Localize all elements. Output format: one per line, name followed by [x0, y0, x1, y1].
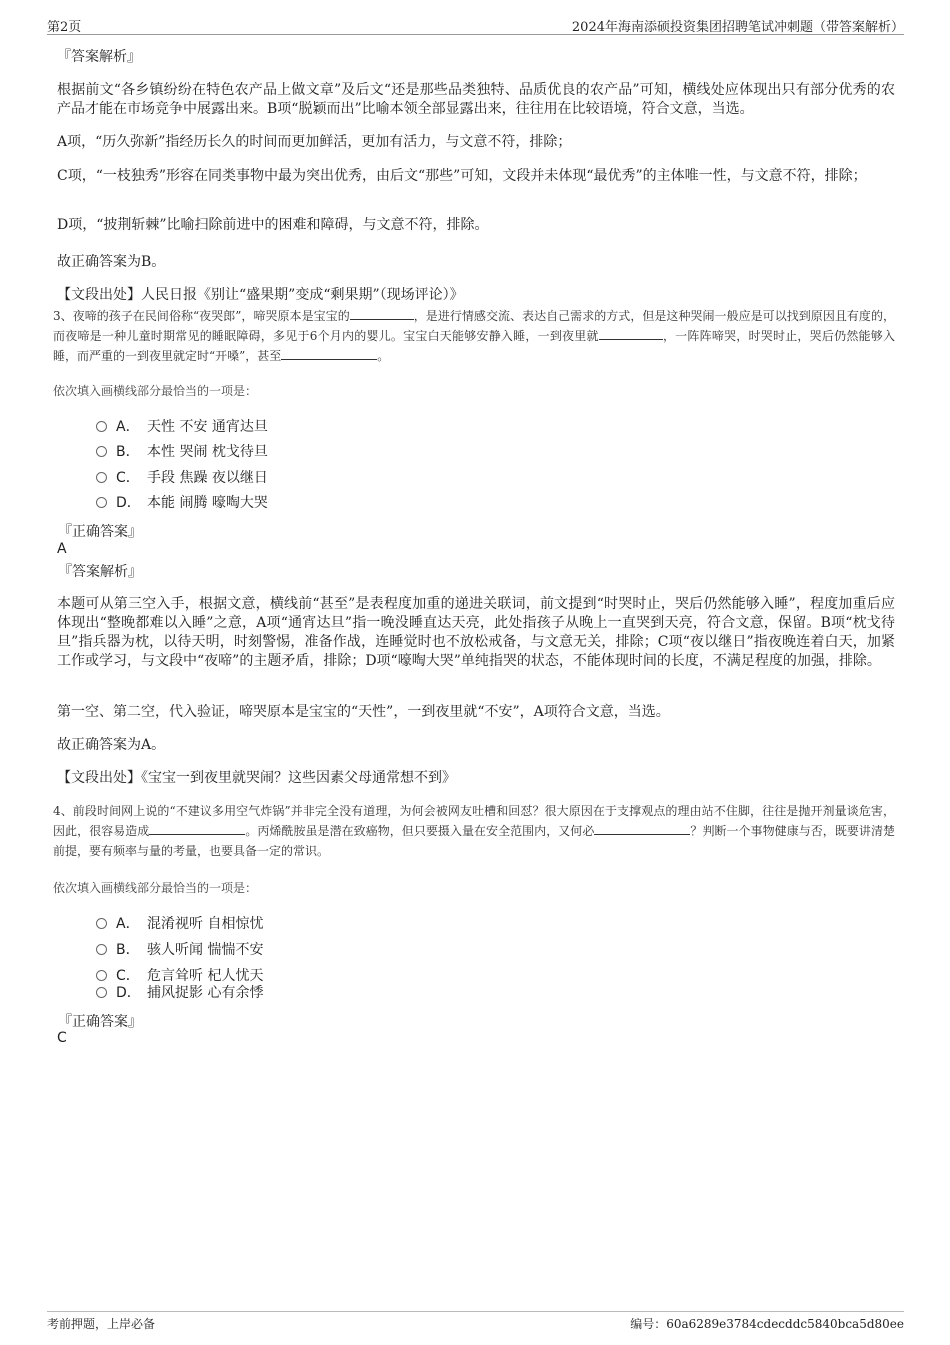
question-4-prompt: 依次填入画横线部分最恰当的一项是：: [53, 881, 258, 895]
prev-analysis-para3: C项，“一枝独秀”形容在同类事物中最为突出优秀，由后文“那些”可知，文段并未体现“最优秀”的主体唯一性，与文意不符，排除；: [57, 168, 867, 184]
page-number: 第2页: [47, 20, 82, 35]
question-3-prompt: 依次填入画横线部分最恰当的一项是：: [53, 384, 258, 398]
blank-1: [149, 822, 245, 835]
q4-option-a[interactable]: A． 混淆视听 自相惊忧: [96, 915, 263, 933]
q3-source: 【文段出处】《宝宝一到夜里就哭闹？这些因素父母通常想不到》: [57, 770, 456, 786]
document-id: 编号：60a6289e3784cdecddc5840bca5d80ee: [630, 1317, 904, 1331]
blank-2: [599, 327, 663, 340]
blank-2: [594, 822, 690, 835]
prev-analysis-para2: A项，“历久弥新”指经历长久的时间而更加鲜活，更加有活力，与文意不符，排除；: [57, 134, 572, 150]
q4-answer-label: 『正确答案』: [58, 1014, 142, 1030]
q4-answer: C: [57, 1030, 67, 1046]
radio-icon[interactable]: [96, 918, 107, 929]
prev-source: 【文段出处】人民日报《别让“盛果期”变成“剩果期”（现场评论）》: [57, 287, 464, 303]
q4-option-d[interactable]: D． 捕风捉影 心有余悸: [96, 984, 263, 1002]
radio-icon[interactable]: [96, 497, 107, 508]
prev-conclusion: 故正确答案为B。: [57, 254, 166, 270]
radio-icon[interactable]: [96, 472, 107, 483]
q3-option-a[interactable]: A． 天性 不安 通宵达旦: [96, 418, 268, 436]
q3-option-b[interactable]: B． 本性 哭闹 枕戈待旦: [96, 443, 268, 461]
q3-option-c[interactable]: C． 手段 焦躁 夜以继日: [96, 469, 268, 487]
q3-answer: A: [57, 541, 67, 557]
q4-option-b[interactable]: B． 骇人听闻 惴惴不安: [96, 941, 263, 959]
q3-analysis-para1: 本题可从第三空入手，根据文意，横线前“甚至”是表程度加重的递进关联词，前文提到“时哭时止，哭后仍然能够入睡”，程度加重后应体现出“整晚都难以入睡”之意，A项“通宵达旦”指一晚没睡直达天亮，此处指孩子从晚上一直哭到天亮，符合文意，保留。B项“枕戈待旦”指兵器为枕，以待天明，时刻警惕，准备作战，连睡觉时也不放松戒备，与文意无关，排除；C项“夜以继日”指夜晚连着白天，加紧工作或学习，与文段中“夜啼”的主题矛盾，排除；D项“嚎啕大哭”单纯指哭的状态，不能体现时间的长度，不满足程度的加强，排除。: [57, 596, 895, 669]
blank-3: [281, 347, 377, 360]
radio-icon[interactable]: [96, 987, 107, 998]
q3-analysis-label: 『答案解析』: [58, 564, 142, 580]
blank-1: [350, 307, 414, 320]
q4-option-c[interactable]: C． 危言耸听 杞人忧天: [96, 967, 263, 985]
question-3-text: 3、夜啼的孩子在民间俗称“夜哭郎”，啼哭原本是宝宝的 ，是进行情感交流、表达自己需求的方式，但是这种哭闹一般应是可以找到原因且有度的，而夜啼是一种儿童时期常见的睡眠障碍，多见于6个月内的婴儿。宝宝白天能够安静入睡，一到夜里就 ，一阵阵啼哭，时哭时止，哭后仍然能够入睡，而严重的一到夜里就定时“开嗓”，甚至 。: [53, 309, 895, 363]
prev-analysis-label: 『答案解析』: [57, 49, 141, 65]
page-footer: [47, 1311, 904, 1332]
prev-analysis-para4: D项，“披荆斩棘”比喻扫除前进中的困难和障碍，与文意不符，排除。: [57, 217, 489, 233]
document-title: 2024年海南添硕投资集团招聘笔试冲刺题（带答案解析）: [571, 20, 904, 35]
radio-icon[interactable]: [96, 446, 107, 457]
q3-option-d[interactable]: D． 本能 闹腾 嚎啕大哭: [96, 494, 268, 512]
prev-analysis-para1: 根据前文“各乡镇纷纷在特色农产品上做文章”及后文“还是那些品类独特、品质优良的农产品”可知，横线处应体现出只有部分优秀的农产品才能在市场竞争中展露出来。B项“脱颖而出”比喻本领全部显露出来，往往用在比较语境，符合文意，当选。: [57, 82, 895, 117]
q3-answer-label: 『正确答案』: [58, 524, 142, 540]
page-header: [47, 14, 904, 35]
footer-slogan: 考前押题，上岸必备: [47, 1317, 156, 1331]
radio-icon[interactable]: [96, 944, 107, 955]
radio-icon[interactable]: [96, 970, 107, 981]
radio-icon[interactable]: [96, 421, 107, 432]
q3-analysis-para2: 第一空、第二空，代入验证，啼哭原本是宝宝的“天性”，一到夜里就“不安”，A项符合文意，当选。: [57, 704, 670, 720]
question-4-text: 4、前段时间网上说的“不建议多用空气炸锅”并非完全没有道理，为何会被网友吐槽和回怼？很大原因在于支撑观点的理由站不住脚，往往是抛开剂量谈危害，因此，很容易造成 。丙烯酰胺虽是潜在致癌物，但只要摄入量在安全范围内，又何必 ？判断一个事物健康与否，既要讲清楚前提，要有频率与量的考量，也要具备一定的常识。: [53, 804, 895, 858]
q3-conclusion: 故正确答案为A。: [57, 737, 166, 753]
